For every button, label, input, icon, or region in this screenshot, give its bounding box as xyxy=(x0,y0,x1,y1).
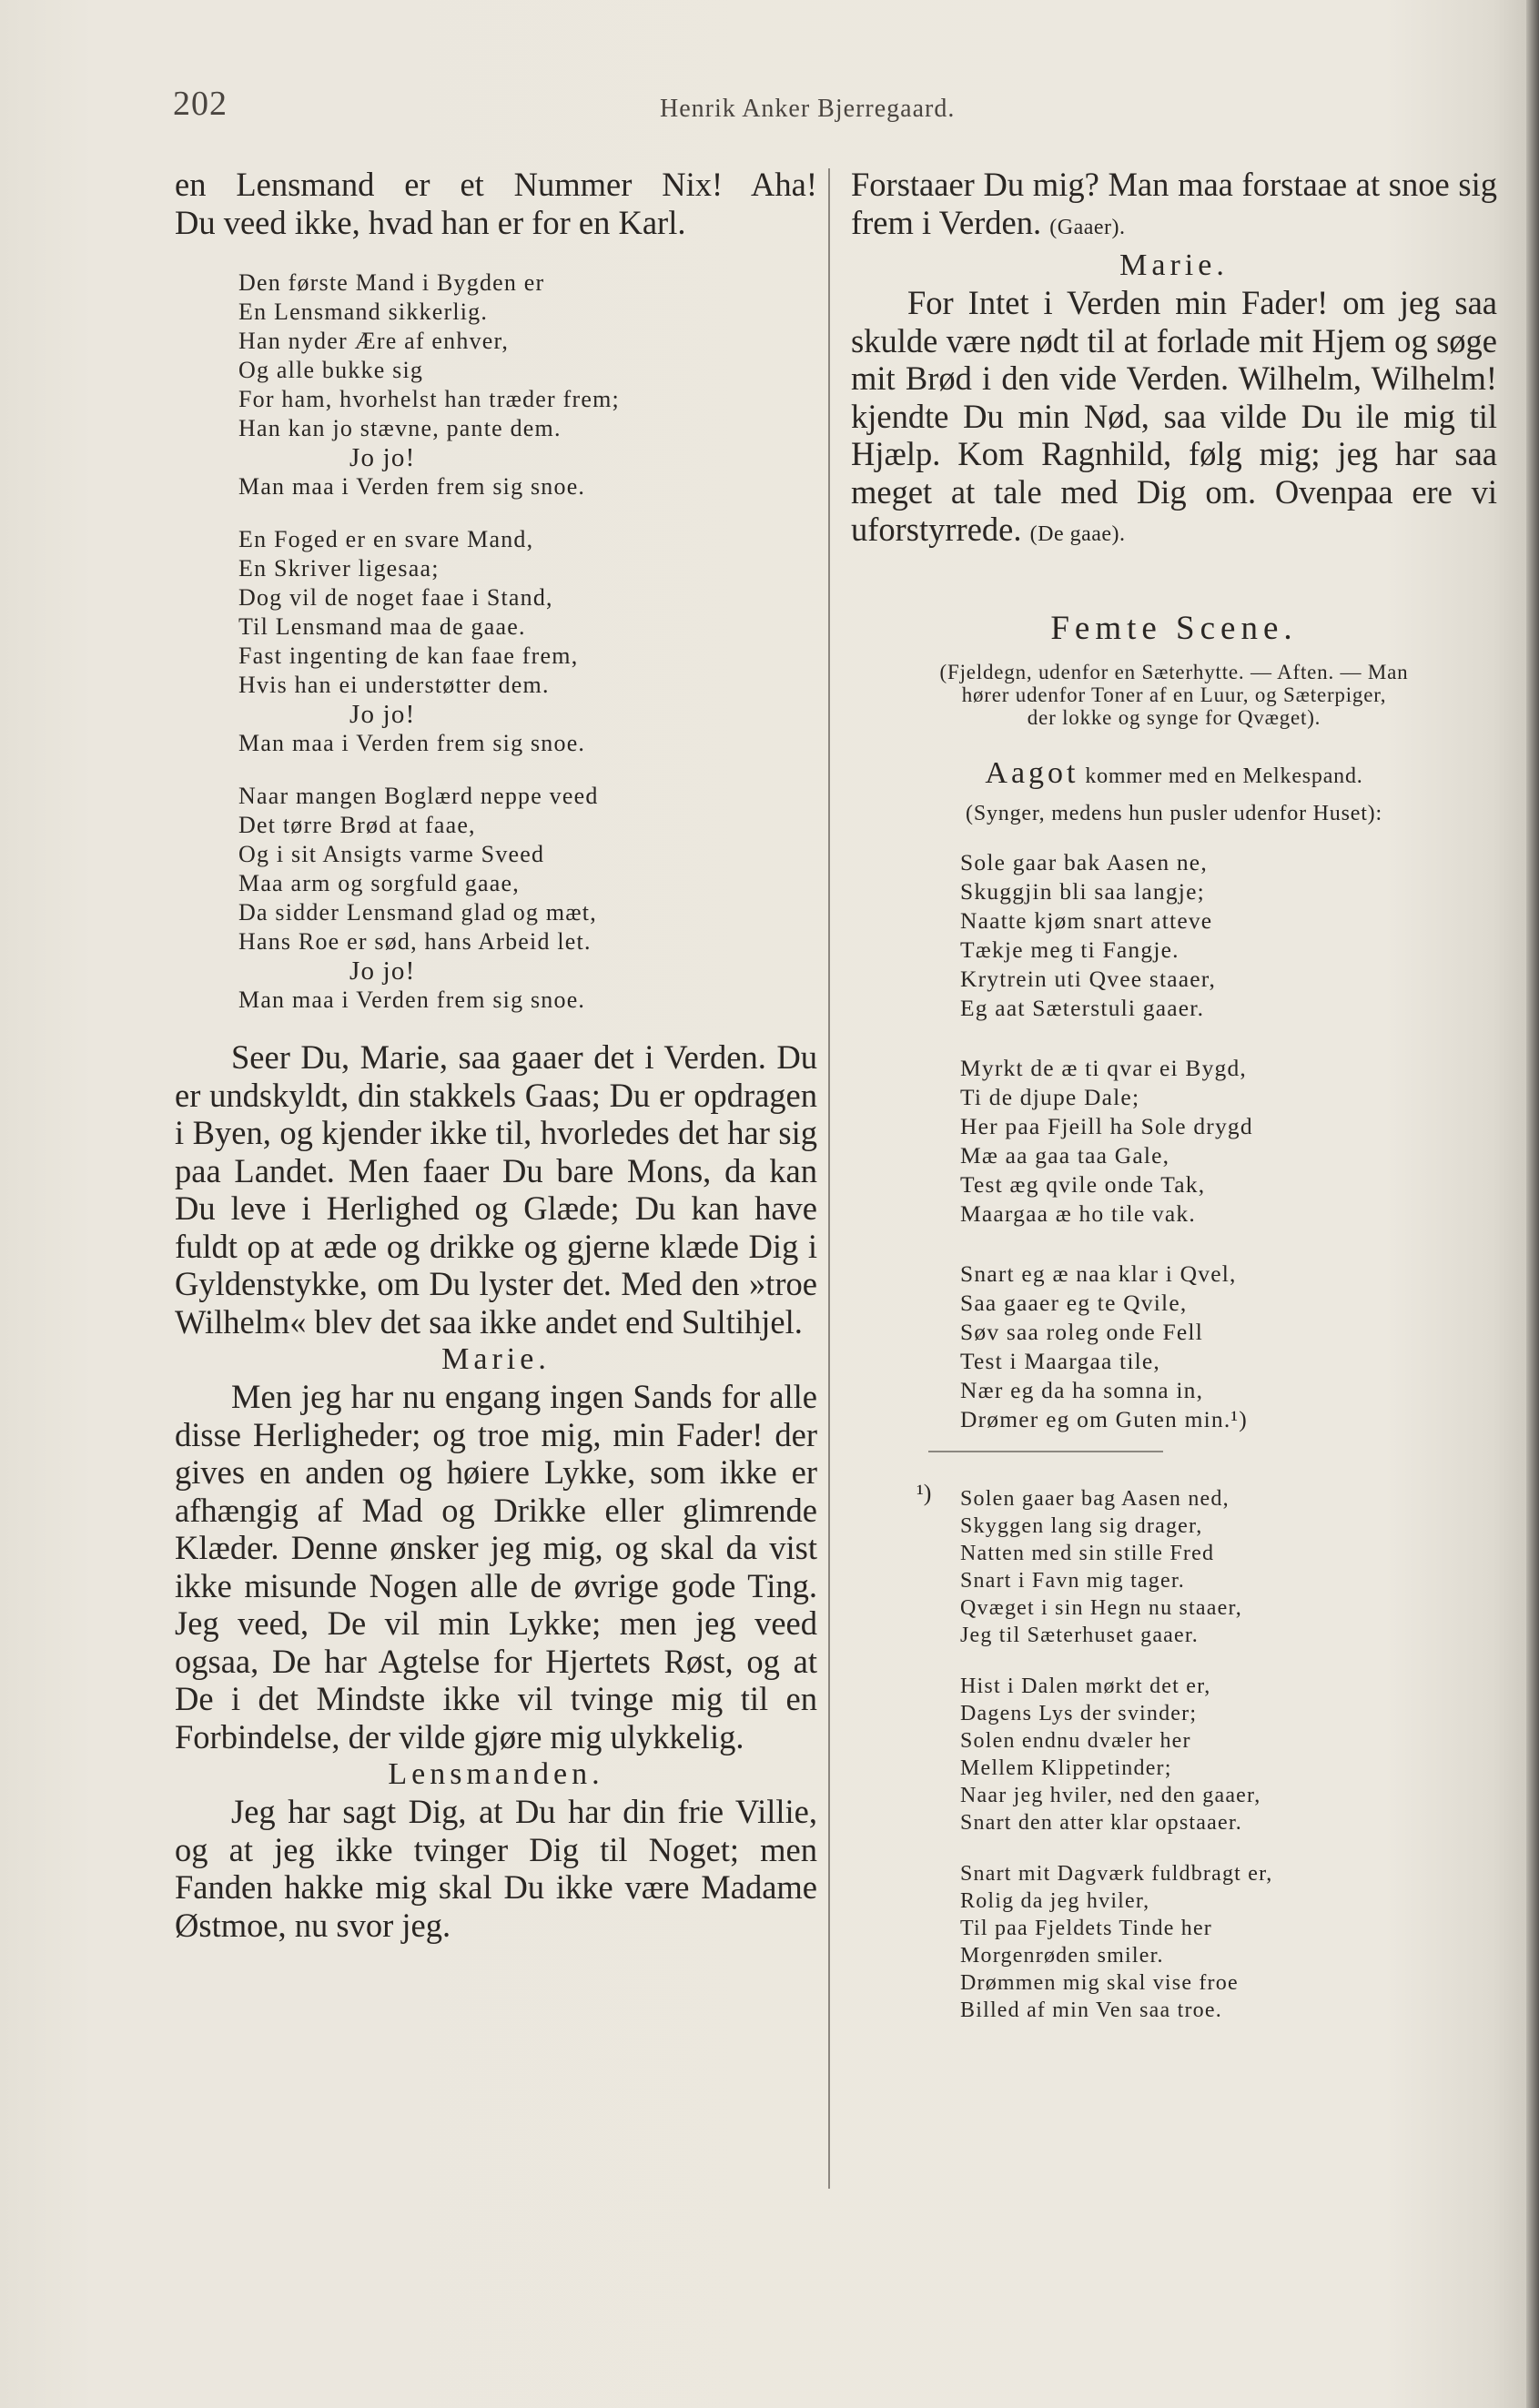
intro-line-1: en Lensmand er et Nummer Nix! Aha! xyxy=(175,166,817,203)
verse-line: Tækje meg ti Fangje. xyxy=(960,936,1180,963)
verse-line: Eg aat Sæterstuli gaaer. xyxy=(960,994,1205,1021)
verse-line: Test i Maargaa tile, xyxy=(960,1347,1161,1374)
speaker-marie: Marie. xyxy=(441,1342,551,1376)
scene-stage-direction: der lokke og synge for Qvæget). xyxy=(1027,705,1321,729)
footnote-line: Natten med sin stille Fred xyxy=(960,1541,1215,1565)
footnote-mark: ¹) xyxy=(916,1479,932,1506)
footnote-line: Drømmen mig skal vise froe xyxy=(960,1970,1239,1995)
scene-stage-direction: hører udenfor Toner af en Luur, og Sæterpiger, xyxy=(961,683,1387,706)
speaker-marie: Marie. xyxy=(1119,248,1229,282)
footnote-line: Hist i Dalen mørkt det er, xyxy=(960,1674,1211,1698)
lensmand-reply: Jeg har sagt Dig, at Du har din frie Villie, og at jeg ikke tvinger Dig til Noget; men Fanden hakke mig skal Du ikke være Madame Østmoe, nu svor jeg. xyxy=(175,1793,817,1944)
footnote-line: Snart den atter klar opstaaer. xyxy=(960,1810,1242,1835)
verse-line: Krytrein uti Qvee staaer, xyxy=(960,965,1217,992)
speech-text: Forstaaer Du mig? Man maa forstaae at snoe sig frem i Verden. xyxy=(851,166,1497,241)
song-stanza xyxy=(238,782,817,1015)
verse-line: Nær eg da ha somna in, xyxy=(960,1376,1204,1403)
verse-line: Han kan jo stævne, pante dem. xyxy=(238,415,562,441)
intro-line-2: Du veed ikke, hvad han er for en Karl. xyxy=(175,203,686,241)
footnote-line: Rolig da jeg hviler, xyxy=(960,1888,1150,1913)
verse-line: En Foged er en svare Mand, xyxy=(238,526,534,552)
running-head: Henrik Anker Bjerregaard. xyxy=(660,95,956,123)
footnote-stanza xyxy=(960,1485,1497,1649)
stage-direction: (Gaaer). xyxy=(1049,215,1126,239)
refrain-line: Man maa i Verden frem sig snoe. xyxy=(238,730,586,756)
footnote-line: Til paa Fjeldets Tinde her xyxy=(960,1916,1213,1940)
speech-text: For Intet i Verden min Fader! om jeg saa skulde være nødt til at forlade mit Hjem og søge mit Brød i den vide Verden. Wilhelm, Wilhelm! kjendte Du min Nød, saa vilde Du ile mig til Hjælp. Kom Ragnhild, følg mig; jeg har saa meget at tale med Dig om. Ovenpaa ere vi uforstyrrede. xyxy=(851,284,1497,548)
verse-line: Den første Mand i Bygden er xyxy=(238,269,545,296)
verse-line: For ham, hvorhelst han træder frem; xyxy=(238,386,620,412)
verse-line: Dog vil de noget faae i Stand, xyxy=(238,584,553,611)
footnote-line: Snart i Favn mig tager. xyxy=(960,1568,1185,1593)
lensmand-speech: Seer Du, Marie, saa gaaer det i Verden. Du er undskyldt, din stakkels Gaas; Du er opdragen i Byen, og kjender ikke til, hvorledes det har sig paa Landet. Men faaer Du bare Mons, da kan Du leve i Herlighed og Glæde; Du kan have fuldt op at æde og drikke og gjerne klæde Dig i Gyldenstykke, om Du lyster det. Med den »troe Wilhelm« blev det saa ikke andet end Sultihjel. xyxy=(175,1038,817,1341)
refrain-line: Man maa i Verden frem sig snoe. xyxy=(238,986,586,1013)
marie-monologue xyxy=(851,284,1497,554)
right-column xyxy=(851,166,1497,2048)
left-column xyxy=(175,166,817,1944)
lensmand-song xyxy=(238,268,817,1015)
verse-line: Og i sit Ansigts varme Sveed xyxy=(238,841,545,867)
verse-line: Her paa Fjeill ha Sole drygd xyxy=(960,1112,1253,1139)
verse-line: Maa arm og sorgfuld gaae, xyxy=(238,870,520,896)
song-stanza xyxy=(960,1054,1497,1229)
book-spine-edge xyxy=(1526,0,1539,2408)
footnote-line: Skyggen lang sig drager, xyxy=(960,1513,1203,1538)
page-number: 202 xyxy=(173,85,228,123)
aagot-entrance xyxy=(851,756,1497,791)
verse-line: Hvis han ei understøtter dem. xyxy=(238,672,550,698)
refrain-jo: Jo jo! xyxy=(349,700,416,729)
aagot-song xyxy=(960,848,1497,1434)
footnote-line: Solen gaaer bag Aasen ned, xyxy=(960,1486,1230,1511)
verse-line: Mæ aa gaa taa Gale, xyxy=(960,1141,1170,1169)
verse-line: Saa gaaer eg te Qvile, xyxy=(960,1289,1188,1316)
footnote-line: Mellem Klippetinder; xyxy=(960,1755,1172,1780)
verse-line: Søv saa roleg onde Fell xyxy=(960,1318,1203,1345)
verse-line: Sole gaar bak Aasen ne, xyxy=(960,848,1208,875)
refrain-line: Man maa i Verden frem sig snoe. xyxy=(238,473,586,500)
footnote-line: Jeg til Sæterhuset gaaer. xyxy=(960,1623,1199,1647)
footnote-line: Solen endnu dvæler her xyxy=(960,1728,1191,1753)
sing-direction: (Synger, medens hun pusler udenfor Huset): xyxy=(966,801,1382,825)
footnote-line: Morgenrøden smiler. xyxy=(960,1943,1164,1968)
speaker-aagot: Aagot xyxy=(985,755,1079,790)
song-stanza xyxy=(960,1260,1497,1434)
verse-line: Fast ingenting de kan faae frem, xyxy=(238,642,579,669)
verse-line: Hans Roe er sød, hans Arbeid let. xyxy=(238,928,592,955)
footnote-line: Qvæget i sin Hegn nu staaer, xyxy=(960,1595,1242,1620)
scene-title: Femte Scene. xyxy=(1050,609,1298,647)
verse-line: Naar mangen Boglærd neppe veed xyxy=(238,783,599,809)
speaker-lensmanden: Lensmanden. xyxy=(388,1757,604,1791)
verse-line: Da sidder Lensmand glad og mæt, xyxy=(238,899,597,926)
lensmand-exit-speech xyxy=(851,166,1497,247)
verse-line: Maargaa æ ho tile vak. xyxy=(960,1199,1196,1227)
footnote-line: Billed af min Ven saa troe. xyxy=(960,1998,1222,2022)
marie-speech: Men jeg har nu engang ingen Sands for alle disse Herligheder; og troe mig, min Fader! der gives en anden og høiere Lykke, som ikke er afhængig af Mad og Drikke eller glimrende Klæder. Denne ønsker jeg mig, og skal da vist ikke misunde Nogen alle de øvrige gode Ting. Jeg veed, De vil min Lykke; men jeg veed ogsaa, De har Agtelse for Hjertets Røst, og at De i det Mindste ikke vil tvinge mig til en Forbindelse, der vilde gjøre mig ulykkelig. xyxy=(175,1378,817,1755)
verse-line: Ti de djupe Dale; xyxy=(960,1083,1140,1110)
verse-line: Drømer eg om Guten min.¹) xyxy=(960,1405,1248,1432)
song-stanza xyxy=(238,525,817,758)
verse-line: Skuggjin bli saa langje; xyxy=(960,877,1205,905)
footnote-line: Dagens Lys der svinder; xyxy=(960,1701,1198,1725)
verse-line: Naatte kjøm snart atteve xyxy=(960,906,1213,934)
scene-stage-direction: (Fjeldegn, udenfor en Sæterhytte. — Aften. — Man xyxy=(939,660,1409,683)
song-stanza xyxy=(960,848,1497,1023)
verse-line: Myrkt de æ ti qvar ei Bygd, xyxy=(960,1054,1247,1081)
verse-line: En Skriver ligesaa; xyxy=(238,555,440,582)
verse-line: Og alle bukke sig xyxy=(238,357,424,383)
verse-line: Han nyder Ære af enhver, xyxy=(238,328,510,354)
verse-line: Test æg qvile onde Tak, xyxy=(960,1170,1206,1198)
page-header xyxy=(173,84,1483,126)
stage-direction: (De gaae). xyxy=(1029,522,1126,546)
footnote-line: Snart mit Dagværk fuldbragt er, xyxy=(960,1861,1273,1886)
aagot-action: kommer med en Melkespand. xyxy=(1085,764,1363,788)
footnote-rule xyxy=(928,1451,1163,1452)
footnote-line: Naar jeg hviler, ned den gaaer, xyxy=(960,1783,1261,1807)
footnote-stanza xyxy=(960,1673,1497,1836)
verse-line: En Lensmand sikkerlig. xyxy=(238,298,489,325)
verse-line: Snart eg æ naa klar i Qvel, xyxy=(960,1260,1237,1287)
song-stanza xyxy=(238,268,817,501)
verse-line: Til Lensmand maa de gaae. xyxy=(238,613,526,640)
verse-line: Det tørre Brød at faae, xyxy=(238,812,476,838)
footnote xyxy=(916,1479,1497,2024)
column-divider xyxy=(828,168,830,2189)
refrain-jo: Jo jo! xyxy=(349,443,416,472)
footnote-stanza xyxy=(960,1860,1497,2024)
refrain-jo: Jo jo! xyxy=(349,956,416,986)
